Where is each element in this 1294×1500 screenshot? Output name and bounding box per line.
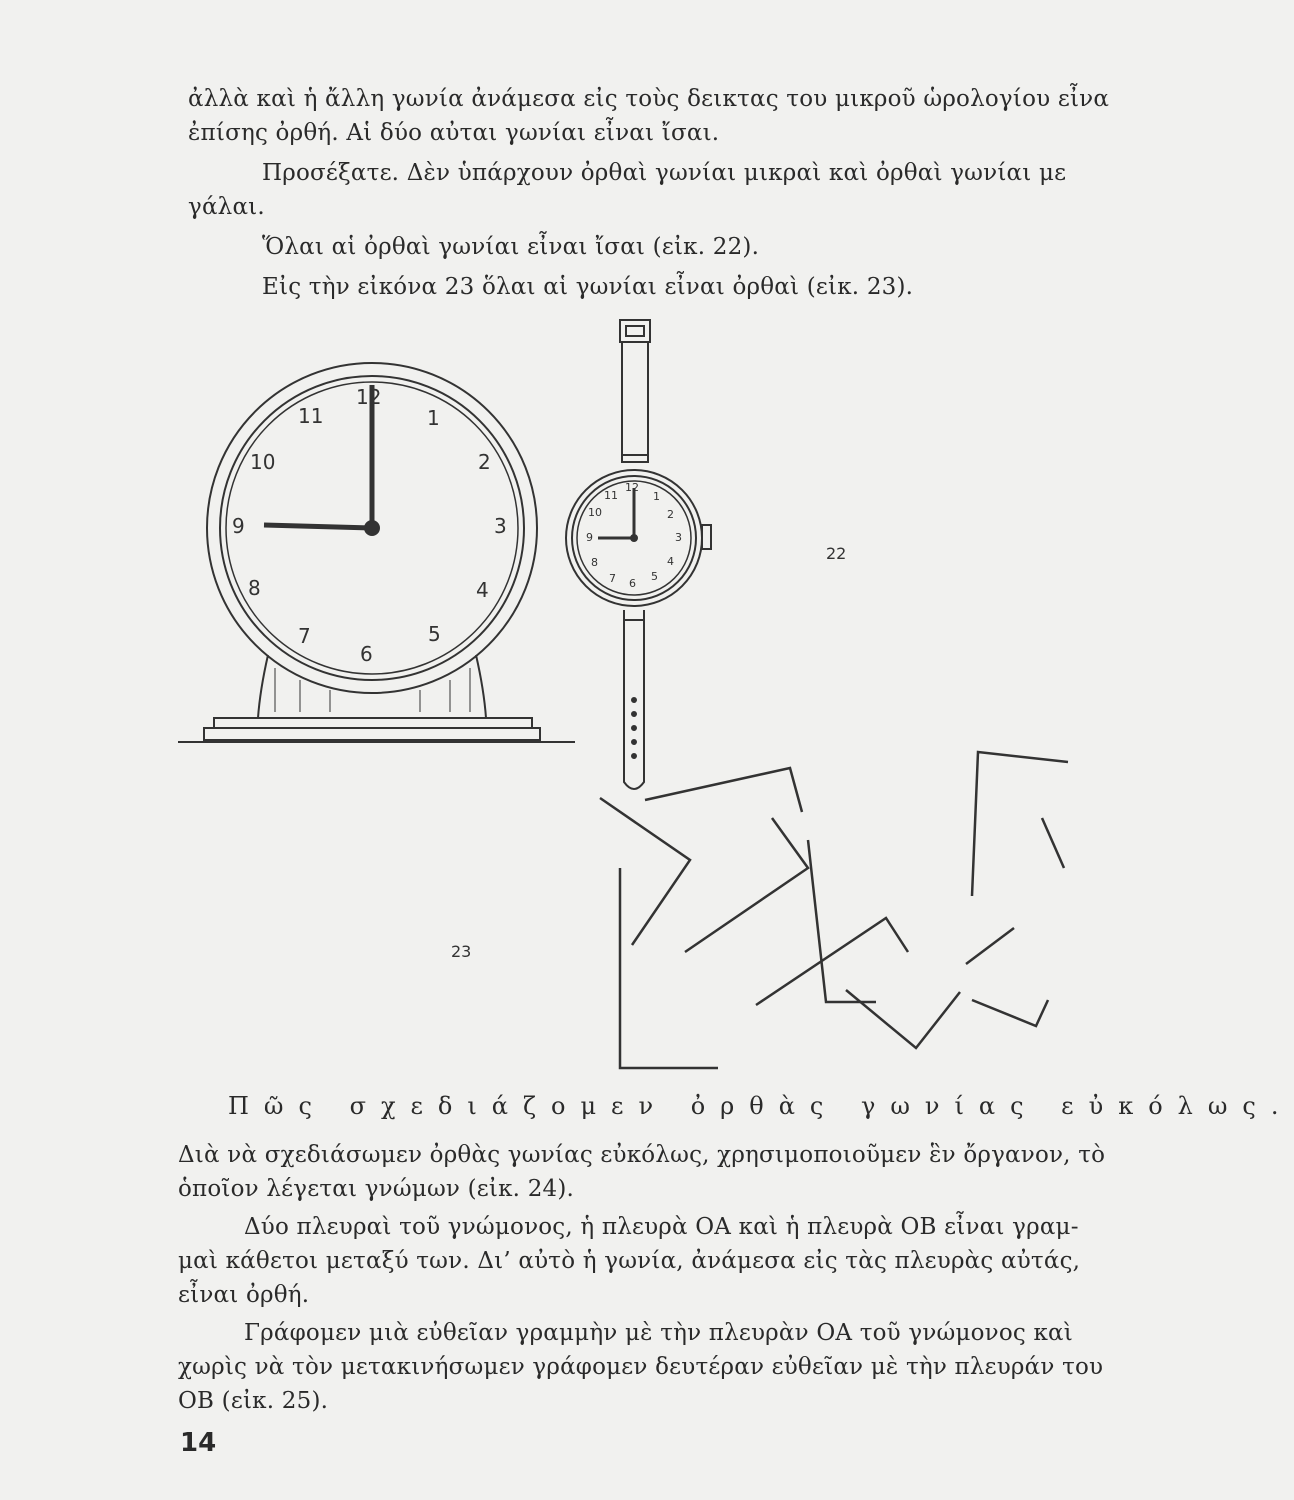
table-clock-illustration — [178, 363, 575, 742]
text-line: Ὅλαι αἱ ὀρθαὶ γωνίαι εἶναι ἴσαι (εἰκ. 22). — [262, 234, 760, 260]
text-line: ΟΒ (εἰκ. 25). — [178, 1388, 329, 1414]
clock-numeral: 11 — [298, 404, 324, 428]
text-line: Δύο πλευραὶ τοῦ γνώμονος, ἡ πλευρὰ ΟΑ καὶ ἡ πλευρὰ ΟΒ εἶναι γραμ- — [244, 1214, 1079, 1240]
clock-numeral: 12 — [356, 385, 382, 409]
text-line: Εἰς τὴν εἰκόνα 23 ὅλαι αἱ γωνίαι εἶναι ὀρθαὶ (εἰκ. 23). — [262, 274, 914, 300]
watch-numeral: 1 — [653, 490, 660, 503]
clock-numeral: 10 — [250, 450, 276, 474]
watch-numeral: 6 — [629, 577, 636, 590]
figure-23-label: 23 — [451, 942, 472, 961]
wrist-watch-illustration — [566, 320, 711, 789]
watch-numeral: 11 — [604, 489, 618, 502]
clock-numeral: 6 — [360, 642, 373, 666]
watch-numeral: 7 — [609, 572, 616, 585]
text-line: ἀλλὰ καὶ ἡ ἄλλη γωνία ἀνάμεσα εἰς τοὺς δεικτας του μικροῦ ὡρολογίου εἶνα — [188, 86, 1110, 112]
text-line: ὁποῖον λέγεται γνώμων (εἰκ. 24). — [178, 1176, 575, 1202]
section-heading: Πῶς σχεδιάζομεν ὀρθὰς γωνίας εὐκόλως. — [228, 1092, 1294, 1120]
clock-numeral: 3 — [494, 514, 507, 538]
clock-numeral: 8 — [248, 576, 261, 600]
text-line: Προσέξατε. Δὲν ὑπάρχουν ὀρθαὶ γωνίαι μικραὶ καὶ ὀρθαὶ γωνίαι με — [262, 160, 1067, 186]
figure-22-label: 22 — [826, 544, 847, 563]
clock-numeral: 7 — [298, 624, 311, 648]
text-line: Γράφομεν μιὰ εὐθεῖαν γραμμὴν μὲ τὴν πλευρὰν ΟΑ τοῦ γνώμονος καὶ — [244, 1320, 1073, 1346]
watch-numeral: 3 — [675, 531, 682, 544]
text-line: μαὶ κάθετοι μεταξύ των. Δι’ αὐτὸ ἡ γωνία, ἀνάμεσα εἰς τὰς πλευρὰς αὐτάς, — [178, 1248, 1081, 1274]
watch-numeral: 4 — [667, 555, 674, 568]
text-line: χωρὶς νὰ τὸν μετακινήσωμεν γράφομεν δευτέραν εὐθεῖαν μὲ τὴν πλευράν του — [178, 1354, 1104, 1380]
clock-numeral: 2 — [478, 450, 491, 474]
watch-numeral: 5 — [651, 570, 658, 583]
text-line: γάλαι. — [188, 194, 265, 220]
text-line: ἐπίσης ὀρθή. Αἱ δύο αὐται γωνίαι εἶναι ἴσαι. — [188, 120, 720, 146]
watch-numeral: 2 — [667, 508, 674, 521]
watch-numeral: 8 — [591, 556, 598, 569]
clock-numeral: 1 — [427, 406, 440, 430]
right-angles-illustration — [600, 752, 1068, 1068]
watch-numeral: 9 — [586, 531, 593, 544]
watch-numeral: 10 — [588, 506, 602, 519]
clock-numeral: 9 — [232, 514, 245, 538]
text-line: Διὰ νὰ σχεδιάσωμεν ὀρθὰς γωνίας εὐκόλως, χρησιμοποιοῦμεν ἓν ὄργανον, τὸ — [178, 1142, 1106, 1168]
clock-numeral: 5 — [428, 622, 441, 646]
text-line: εἶναι ὀρθή. — [178, 1282, 310, 1308]
watch-numeral: 12 — [625, 481, 639, 494]
clock-numeral: 4 — [476, 578, 489, 602]
page-number: 14 — [180, 1428, 217, 1458]
